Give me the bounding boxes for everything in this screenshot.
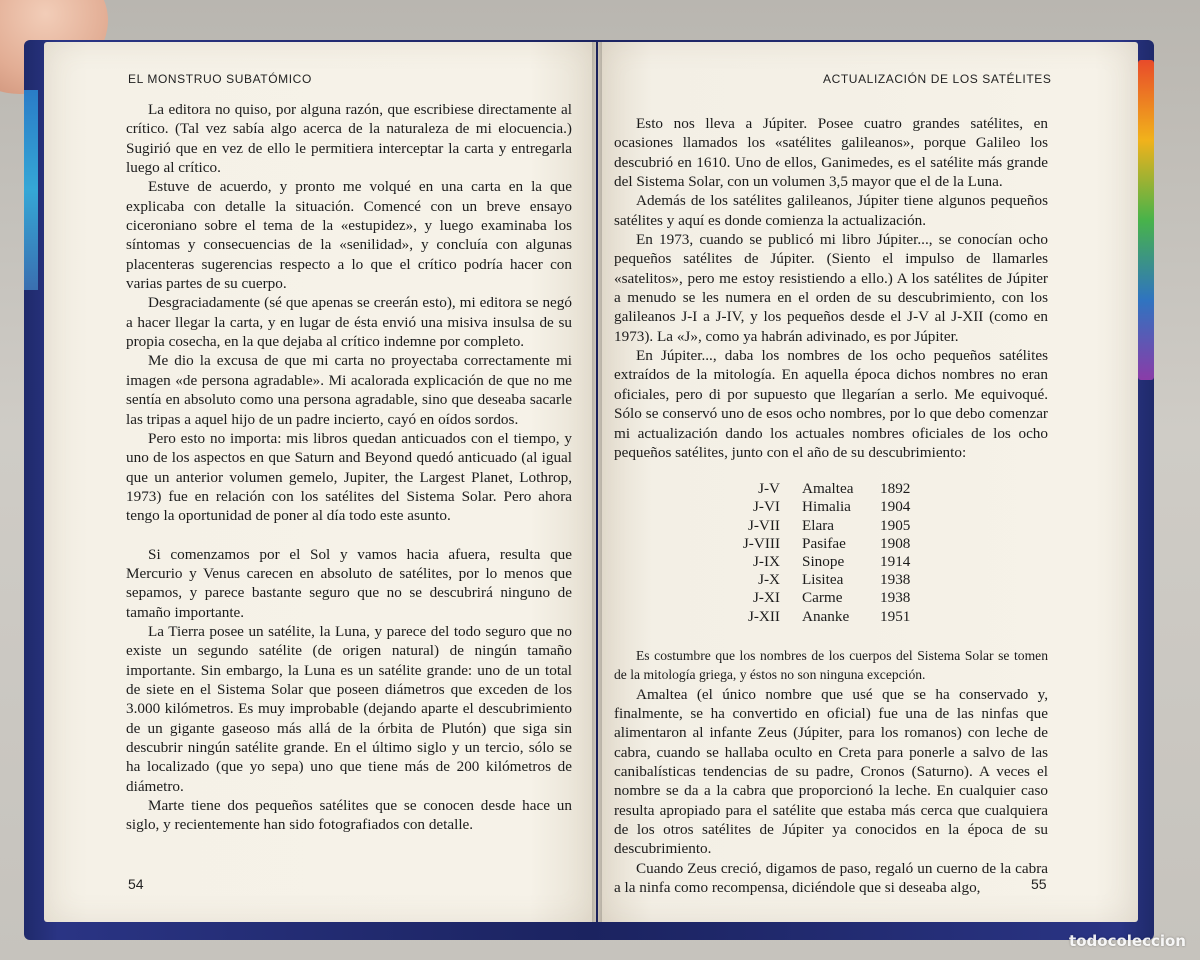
left-page-number: 54 bbox=[128, 876, 144, 892]
table-row bbox=[716, 517, 930, 535]
watermark-logo: todocoleccion bbox=[1069, 932, 1186, 950]
right-page-text bbox=[614, 114, 1048, 897]
satellite-code: J-VII bbox=[747, 516, 780, 534]
paragraph: En 1973, cuando se publicó mi libro Júpiter..., se conocían ocho pequeños satélites de Júpiter. (Siento el impulso de llamarles «satelitos», pero me estoy resistiendo a ello.) A los satélites de Júpiter a menudo se les numera en el orden de su descubrimiento, con los galileanos J-I a J-IV, y los pequeños desde el J-V al J-XII (como en 1973). La «J», como ya habrán adivinado, es por Júpiter. bbox=[614, 231, 1048, 345]
paragraph: Estuve de acuerdo, y pronto me volqué en una carta en la que explicaba con detalle la situación. Comencé con un breve ensayo ciceroniano sobre el tema de la «estupidez», y luego examinaba los síntomas y consecuencias de la «senilidad», y concluía con algunas placenteras sugerencias respecto a lo que el crítico podría hacer con varias partes de su cuerpo. bbox=[126, 178, 572, 293]
satellite-year: 1938 bbox=[880, 571, 911, 589]
paragraph: Pero esto no importa: mis libros quedan anticuados con el tiempo, y uno de los aspectos en que Saturn and Beyond quedó anticuado (al igual que un anterior volumen gemelo, Jupiter, the Largest Planet, Lothrop, 1973) fue en relación con los satélites del Sistema Solar. Pero ahora tengo la oportunidad de poner al día todo este asunto. bbox=[126, 429, 572, 525]
satellite-year: 1892 bbox=[880, 480, 911, 498]
satellite-code: J-IX bbox=[753, 553, 780, 570]
table-row bbox=[716, 498, 930, 516]
paragraph: Es costumbre que los nombres de los cuerpos del Sistema Solar se tomen de la mitología griega, y éstos no son ninguna excepción. bbox=[614, 647, 1048, 683]
satellite-name: Himalia bbox=[802, 498, 851, 516]
satellite-year: 1938 bbox=[880, 589, 911, 607]
paragraph: Además de los satélites galileanos, Júpiter tiene algunos pequeños satélites y aquí es donde comienza la actualización. bbox=[614, 192, 1048, 229]
paragraph: Si comenzamos por el Sol y vamos hacia afuera, resulta que Mercurio y Venus carecen en absoluto de satélites, por lo menos que sepamos, y parece bastante seguro que no se descubrirá ninguno de tamaño importante. bbox=[126, 545, 572, 621]
satellite-code: J-XI bbox=[753, 589, 780, 607]
satellite-name: Amaltea bbox=[802, 480, 854, 498]
paragraph: Cuando Zeus creció, digamos de paso, regaló un cuerno de la cabra a la ninfa como recompensa, diciéndole que si deseaba algo, bbox=[614, 859, 1048, 896]
satellite-name: Ananke bbox=[802, 607, 850, 625]
cover-color-strip bbox=[1138, 60, 1154, 380]
paragraph: La editora no quiso, por alguna razón, que escribiese directamente al crítico. (Tal vez sabía algo acerca de la naturaleza de mi elocuencia.) Sugirió que en vez de ello le permitiera interceptar la carta y entregarla luego al crítico. bbox=[126, 101, 572, 177]
right-page-number: 55 bbox=[1031, 876, 1047, 892]
satellite-name: Carme bbox=[802, 589, 843, 607]
satellite-name: Lisitea bbox=[802, 571, 844, 589]
paragraph: La Tierra posee un satélite, la Luna, y parece del todo seguro que no existe un segundo satélite (de origen natural) de ningún tamaño importante. Sin embargo, la Luna es un satélite grande: uno de un total de siete en el Sistema Solar que poseen diámetros que exceden de los 3.000 kilómetros. Es muy improbable (dejando aparte el descubrimiento de un gigante gaseoso más allá de la órbita de Plutón) que siga sin descubrir ningún satélite grande. En el último siglo y un tercio, sólo se ha localizado (que yo sepa) uno que tiene más de 200 kilómetros de diámetro. bbox=[126, 622, 572, 795]
satellite-name: Sinope bbox=[802, 553, 845, 570]
table-row bbox=[716, 553, 930, 571]
table-row bbox=[716, 571, 930, 589]
satellite-year: 1908 bbox=[880, 534, 911, 552]
satellite-year: 1904 bbox=[880, 498, 911, 516]
table-row bbox=[716, 535, 930, 553]
right-running-head: ACTUALIZACIÓN DE LOS SATÉLITES bbox=[823, 72, 1052, 86]
table-row bbox=[716, 608, 930, 626]
paragraph: Desgraciadamente (sé que apenas se creerán esto), mi editora se negó a hacer llegar la carta, y en lugar de ésta envió una misiva insulsa de su propia cosecha, en la que dejaba al crítico indemne por completo. bbox=[126, 294, 572, 351]
table-row bbox=[716, 480, 930, 498]
satellite-year: 1951 bbox=[880, 607, 911, 625]
satellite-name: Elara bbox=[802, 516, 835, 534]
satellite-name: Pasifae bbox=[802, 534, 846, 552]
satellite-code: J-V bbox=[758, 480, 780, 498]
left-running-head: EL MONSTRUO SUBATÓMICO bbox=[128, 72, 312, 86]
paragraph: Amaltea (el único nombre que usé que se ha conservado y, finalmente, se ha convertido en oficial) fue una de las ninfas que alimentaron al infante Zeus (Júpiter, para los romanos) con leche de cabra, cuando se hallaba oculto en Creta para ponerle a salvo de las canibalísticas tendencias de su padre, Cronos (Saturno). A veces el nombre se da a la cabra que proporcionó la leche. En cualquier caso resulta apropiado para el satélite que estaba más cerca que cualquiera de los otros satélites de Júpiter ya conocidos en la época de su descubrimiento. bbox=[614, 685, 1048, 858]
table-row bbox=[716, 589, 930, 607]
satellite-code: J-VIII bbox=[742, 534, 780, 552]
left-page-text bbox=[126, 100, 572, 835]
cover-color-strip-left bbox=[24, 90, 38, 290]
satellite-table bbox=[716, 480, 930, 626]
satellite-year: 1905 bbox=[880, 516, 911, 534]
paragraph: Marte tiene dos pequeños satélites que se conocen desde hace un siglo, y recientemente han sido fotografiados con detalle. bbox=[126, 797, 572, 834]
paragraph: Me dio la excusa de que mi carta no proyectaba correctamente mi imagen «de persona agradable». Mi acalorada explicación de que no me sentía en absoluto como una persona agradable, sino que deseaba sacarle las tripas a aquel hijo de un padre incierto, cayó en oídos sordos. bbox=[126, 352, 572, 428]
satellite-code: J-X bbox=[758, 571, 780, 589]
paragraph: Esto nos lleva a Júpiter. Posee cuatro grandes satélites, en ocasiones llamados los «satélites galileanos», porque Galileo los descubrió en 1610. Uno de ellos, Ganimedes, es el satélite más grande del Sistema Solar, con un volumen 3,5 mayor que el de la Luna. bbox=[614, 115, 1048, 191]
book-gutter bbox=[592, 42, 602, 922]
satellite-code: J-VI bbox=[753, 498, 780, 516]
satellite-code: J-XII bbox=[747, 607, 780, 625]
satellite-year: 1914 bbox=[880, 553, 911, 570]
paragraph: En Júpiter..., daba los nombres de los ocho pequeños satélites extraídos de la mitología. En aquella época dichos nombres no eran oficiales, pero di por supuesto que llegarían a serlo. Me equivoqué. Sólo se conservó uno de esos ocho nombres, por lo que debo comenzar mi actualización dando los actuales nombres oficiales de los ocho pequeños satélites, junto con el año de su descubrimiento: bbox=[614, 347, 1048, 461]
